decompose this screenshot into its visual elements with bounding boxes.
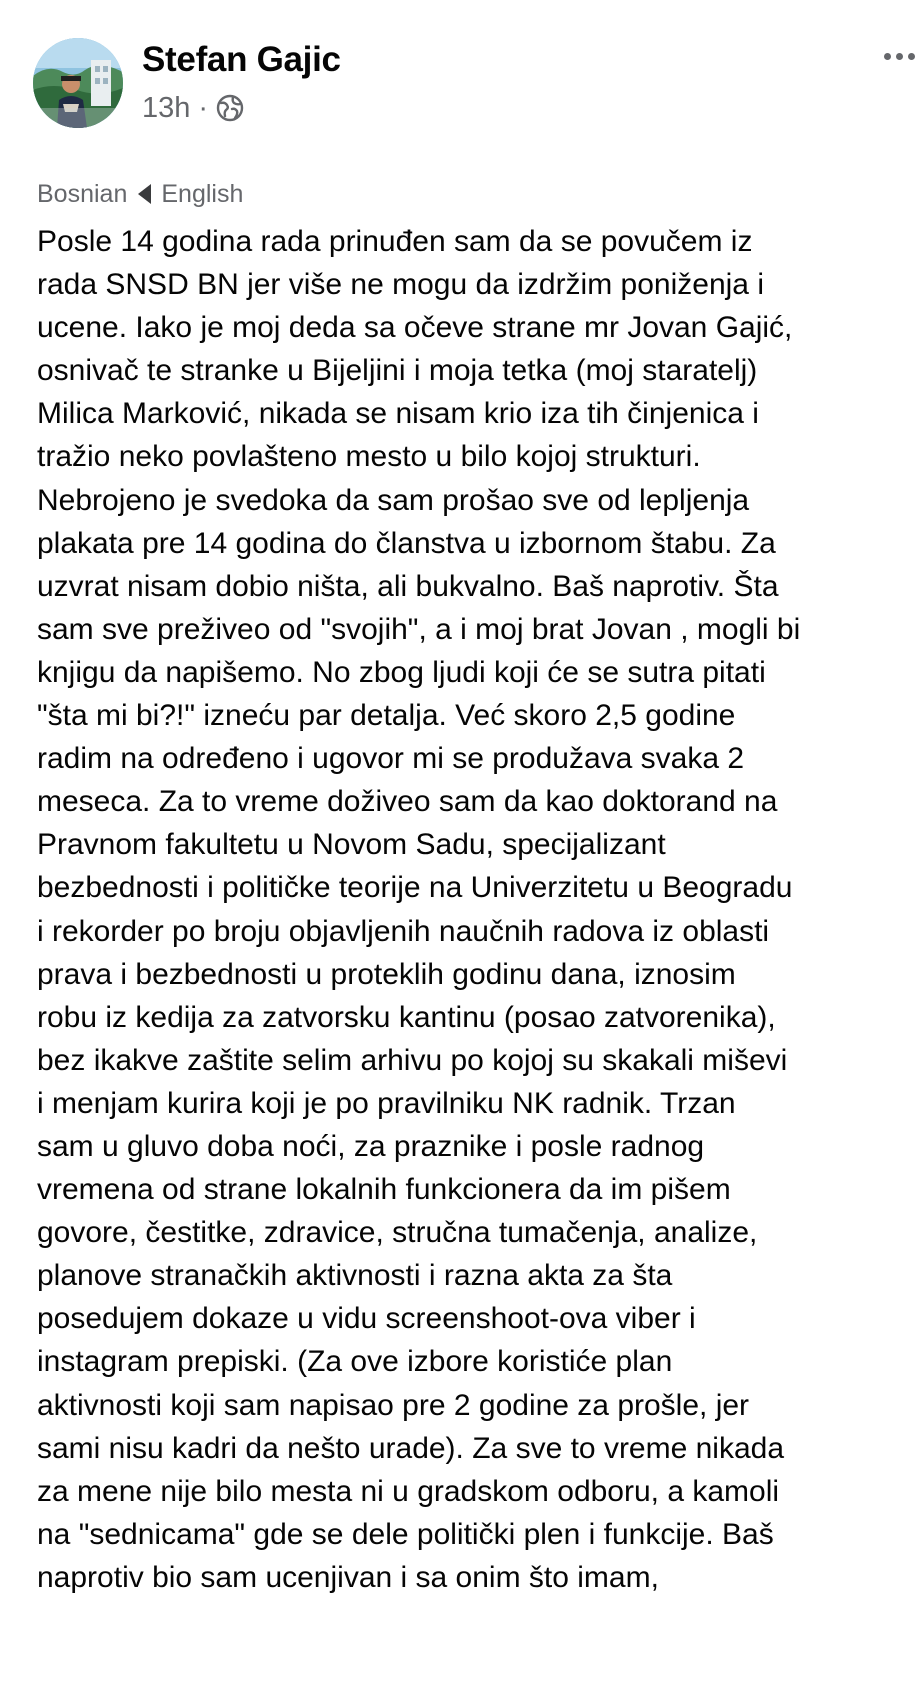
globe-icon[interactable] xyxy=(216,94,244,122)
avatar[interactable] xyxy=(33,38,123,128)
post-body xyxy=(37,220,907,1599)
post-text-line: osnivač te stranke u Bijeljini i moja tetka (moj staratelj) xyxy=(37,354,758,388)
post-text-line: naprotiv bio sam ucenjivan i sa onim što imam, xyxy=(37,1560,659,1594)
post-text-line: prava i bezbednosti u proteklih godinu dana, iznosim xyxy=(37,957,736,991)
post-text-line: sam u gluvo doba noći, za praznike i posle radnog xyxy=(37,1129,705,1163)
post-time[interactable]: 13h xyxy=(142,91,191,124)
translation-bar xyxy=(37,176,243,212)
meta-separator: · xyxy=(198,91,209,124)
post-text-line: aktivnosti koji sam napisao pre 2 godine za prošle, jer xyxy=(37,1388,750,1422)
post-text-line: ucene. Iako je moj deda sa očeve strane mr Jovan Gajić, xyxy=(37,311,793,345)
more-dot xyxy=(896,53,903,60)
post-text-line: vremena od strane lokalnih funkcionera da im pišem xyxy=(37,1173,731,1207)
post-text-line: na "sednicama" gde se dele politički plen i funkcije. Baš xyxy=(37,1517,774,1551)
post-text-line: sam sve preživeo od "svojih", a i moj brat Jovan , mogli bi xyxy=(37,612,801,646)
post-text-line: govore, čestitke, zdravice, stručna tumačenja, analize, xyxy=(37,1216,758,1250)
post-text-line: radim na određeno i ugovor mi se produžava svaka 2 xyxy=(37,742,745,776)
post-text-line: bez ikakve zaštite selim arhivu po kojoj su skakali miševi xyxy=(37,1043,788,1077)
more-dot xyxy=(884,53,891,60)
post-text-line: instagram prepiski. (Za ove izbore koristiće plan xyxy=(37,1345,673,1379)
post-header xyxy=(0,0,916,150)
post-text-line: knjigu da napišemo. No zbog ljudi koji će se sutra pitati xyxy=(37,655,766,689)
avatar-photo-icon xyxy=(33,38,123,128)
post-text-line: "šta mi bi?!" izneću par detalja. Već skoro 2,5 godine xyxy=(37,699,736,733)
translate-arrow-icon xyxy=(138,184,151,204)
post-text-line: Pravnom fakultetu u Novom Sadu, specijalizant xyxy=(37,828,666,862)
post-text-line: robu iz kedija za zatvorsku kantinu (posao zatvorenika), xyxy=(37,1000,776,1034)
post-text-line: i rekorder po broju objavljenih naučnih radova iz oblasti xyxy=(37,914,770,948)
post-text-line: meseca. Za to vreme doživeo sam da kao doktorand na xyxy=(37,785,778,819)
post-text-line: Nebrojeno je svedoka da sam prošao sve od lepljenja xyxy=(37,483,750,517)
post-text-line: i menjam kurira koji je po pravilniku NK radnik. Trzan xyxy=(37,1086,736,1120)
post-text-line: za mene nije bilo mesta ni u gradskom odboru, a kamoli xyxy=(37,1474,780,1508)
post-text-line: sami nisu kadri da nešto urade). Za sve to vreme nikada xyxy=(37,1431,785,1465)
post-text-line: uzvrat nisam dobio ništa, ali bukvalno. Baš naprotiv. Šta xyxy=(37,569,779,603)
post-text-line: plakata pre 14 godina do članstva u izbornom štabu. Za xyxy=(37,526,776,560)
author-name[interactable]: Stefan Gajic xyxy=(142,40,341,79)
source-language: Bosnian xyxy=(37,179,128,208)
post-text-line: tražio neko povlašteno mesto u bilo kojoj strukturi. xyxy=(37,440,701,474)
post-text-line: Milica Marković, nikada se nisam krio iza tih činjenica i xyxy=(37,397,759,431)
post-text-line: rada SNSD BN jer više ne mogu da izdržim poniženja i xyxy=(37,268,764,302)
post-text-line: bezbednosti i političke teorije na Univerzitetu u Beogradu xyxy=(37,871,793,905)
more-options-icon[interactable] xyxy=(884,48,916,64)
post-text-line: planove stranačkih aktivnosti i razna akta za šta xyxy=(37,1259,673,1293)
post-meta xyxy=(142,90,244,126)
post-text-line: Posle 14 godina rada prinuđen sam da se povučem iz xyxy=(37,225,753,258)
translate-button[interactable]: English xyxy=(161,179,244,208)
more-dot xyxy=(908,53,915,60)
post-text-line: posedujem dokaze u vidu screenshoot-ova viber i xyxy=(37,1302,696,1336)
